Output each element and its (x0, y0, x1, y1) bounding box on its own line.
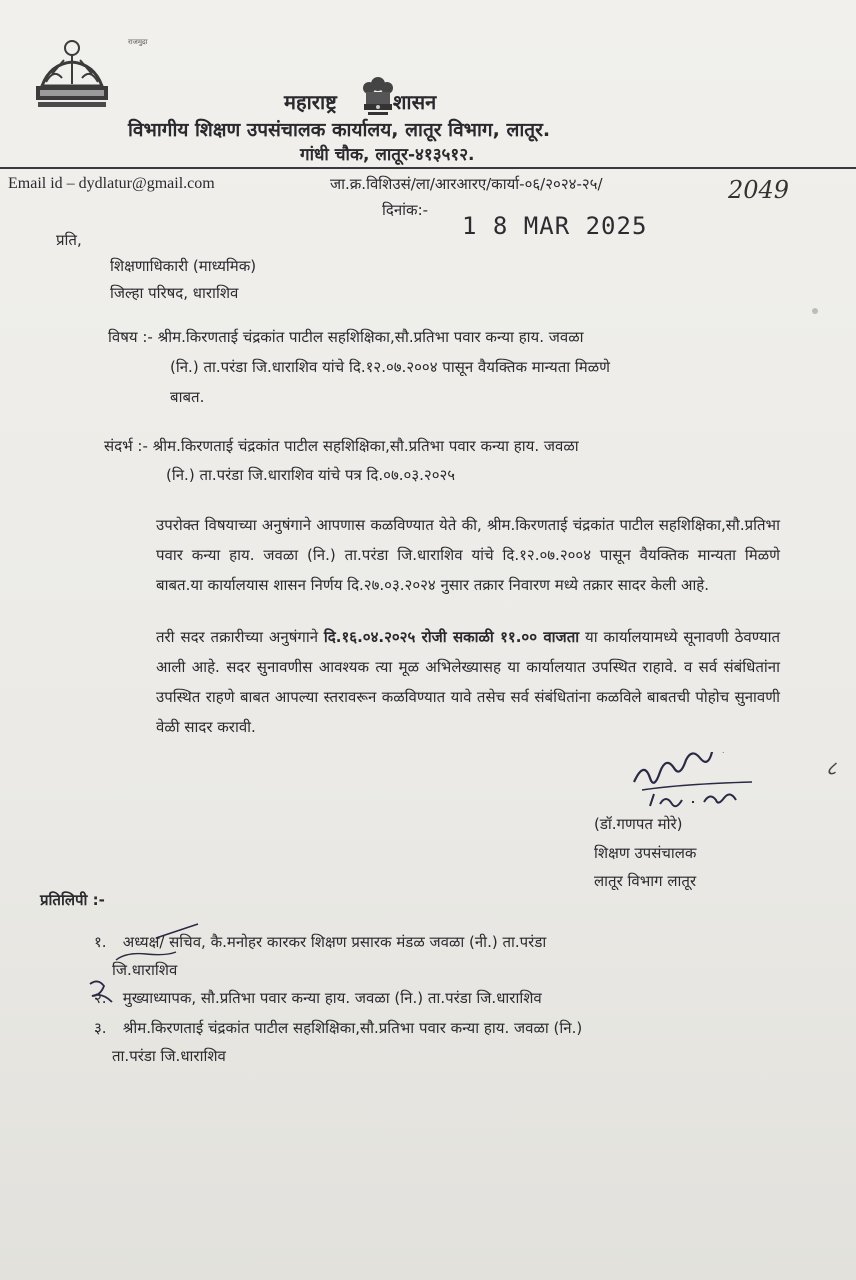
handwritten-signature-icon (630, 752, 780, 812)
email-line: Email id – dydlatur@gmail.com (8, 175, 215, 192)
recipient-line-1: शिक्षणाधिकारी (माध्यमिक) (110, 257, 257, 275)
header-divider (0, 167, 856, 169)
maharashtra-emblem-icon (30, 34, 114, 110)
copy-to-continuation: जि.धाराशिव (112, 961, 178, 979)
subject-line-1: विषय :- श्रीम.किरणताई चंद्रकांत पाटील सहशिक्षिका,सौ.प्रतिभा पवार कन्या हाय. जवळा (108, 328, 584, 346)
body-p2-rest: या कार्यालयामध्ये सूनावणी ठेवण्यात आली आहे. सदर सुनावणीस आवश्यक त्या मूळ अभिलेख्यासह या कार्यालयात उपस्थित राहावे. व सर्व संबंधितांना उपस्थित राहणे बाबत आपल्या स्तरावरून कळविण्यात यावे तसेच सर्व संबंधितांना कळविले बाबतची पोहोच सुनावणी वेळी सादर करावी. (156, 628, 781, 736)
recipient-line-2: जिल्हा परिषद, धाराशिव (110, 284, 239, 302)
signatory-office: लातूर विभाग लातूर (594, 872, 697, 890)
pen-strike-marks-icon (86, 918, 286, 1008)
date-stamp: 1 8 MAR 2025 (462, 212, 648, 240)
copy-to-number: १. (94, 933, 107, 951)
reference-number: जा.क्र.विशिउसं/ला/आरआरए/कार्या-०६/२०२४-२५/ (330, 175, 603, 193)
outward-number-handwritten: 2049 (728, 176, 790, 204)
body-paragraph-2 (104, 622, 780, 742)
copy-to-text: श्रीम.किरणताई चंद्रकांत पाटील सहशिक्षिका,सौ.प्रतिभा पवार कन्या हाय. जवळा (नि.) (122, 1019, 583, 1037)
margin-mark: ८ (826, 756, 837, 780)
signatory-designation: शिक्षण उपसंचालक (594, 844, 697, 862)
date-label: दिनांक:- (382, 201, 429, 219)
copy-to-label: प्रतिलिपी :- (40, 891, 105, 909)
copy-to-text: मुख्याध्यापक, सौ.प्रतिभा पवार कन्या हाय. जवळा (नि.) ता.परंडा जि.धाराशिव (122, 989, 542, 1007)
paper-mark (812, 308, 818, 314)
hearing-datetime: दि.१६.०४.२०२५ रोजी सकाळी ११.०० वाजता (323, 628, 580, 646)
body-paragraph-1 (104, 510, 780, 600)
reference-line-1: संदर्भ :- श्रीम.किरणताई चंद्रकांत पाटील सहशिक्षिका,सौ.प्रतिभा पवार कन्या हाय. जवळा (104, 437, 579, 455)
body-paragraph-1-text: उपरोक्त विषयाच्या अनुषंगाने आपणास कळविण्यात येते की, श्रीम.किरणताई चंद्रकांत पाटील सहशिक्षिका,सौ.प्रतिभा पवार कन्या हाय. जवळा (नि.) ता.परंडा जि.धाराशिव यांचे दि.१२.०७.२००४ पासून वैयक्तिक मान्यता मिळणे बाबत.या कार्यालयास शासन निर्णय दि.२७.०३.२०२४ नुसार तक्रार निवारण मध्ये तक्रार सादर केली आहे. (156, 516, 780, 594)
office-address: गांधी चौक, लातूर-४१३५१२. (300, 145, 475, 165)
copy-to-text: अध्यक्ष/ सचिव, कै.मनोहर कारकर शिक्षण प्रसारक मंडळ जवळा (नी.) ता.परंडा (122, 933, 547, 951)
copy-to-item (94, 1014, 774, 1070)
header-state: महाराष्ट्र (284, 90, 337, 114)
recipient-prefix: प्रति, (56, 231, 82, 249)
reference-line-2: (नि.) ता.परंडा जि.धाराशिव यांचे पत्र दि.०७.०३.२०२५ (166, 466, 456, 484)
office-name: विभागीय शिक्षण उपसंचालक कार्यालय, लातूर विभाग, लातूर. (128, 119, 551, 141)
copy-to-continuation: ता.परंडा जि.धाराशिव (112, 1047, 226, 1065)
copy-to-number: ३. (94, 1019, 107, 1037)
reference-block (104, 432, 794, 490)
header-government: शासन (392, 90, 437, 114)
subject-line-3: बाबत. (170, 388, 205, 406)
signatory-name: (डॉ.गणपत मोरे) (594, 815, 683, 833)
subject-block (108, 322, 798, 412)
subject-line-2: (नि.) ता.परंडा जि.धाराशिव यांचे दि.१२.०७.२००४ पासून वैयक्तिक मान्यता मिळणे (170, 358, 611, 376)
copy-to-number: २. (94, 989, 107, 1007)
body-paragraph-2-text (104, 622, 780, 742)
ashoka-emblem-icon (360, 74, 396, 118)
emblem-caption: राजमुद्रा (128, 38, 148, 46)
body-p2-start: तरी सदर तक्रारीच्या अनुषंगाने (156, 628, 324, 646)
